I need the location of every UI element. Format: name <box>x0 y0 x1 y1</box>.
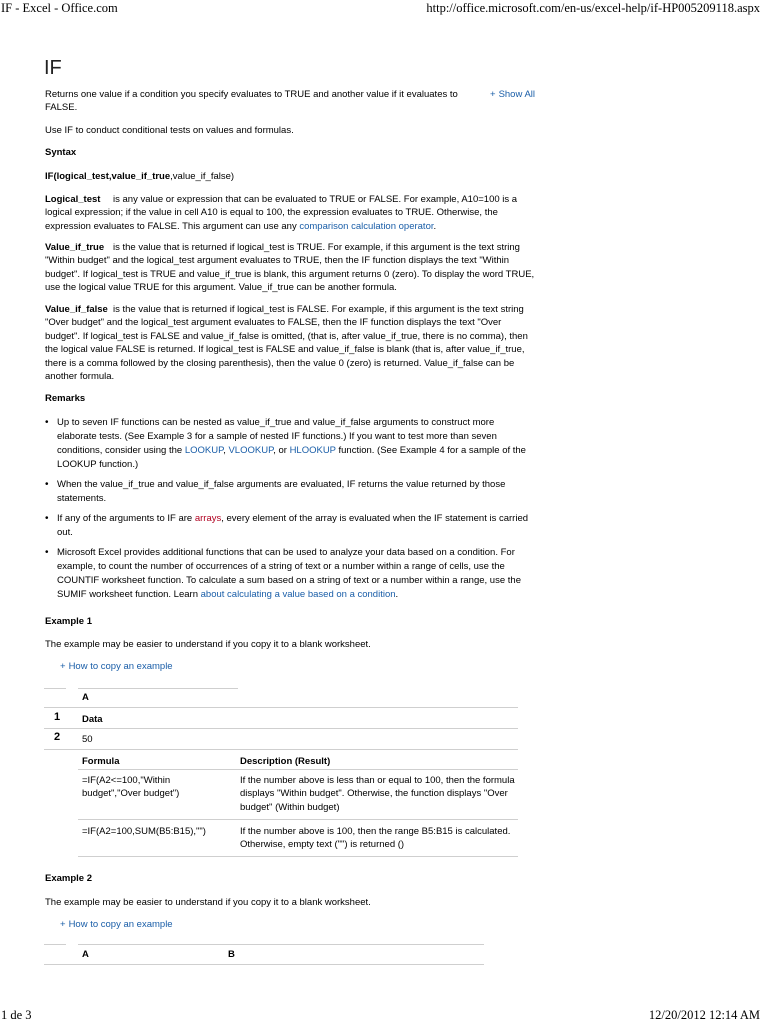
remark-part: . <box>395 589 399 600</box>
divider <box>44 749 518 750</box>
remark-text <box>57 546 535 602</box>
arg-text: is the value that is returned if logical_test is TRUE. For example, if this argument is the text string "Within budget" and the logical_test argument evaluates to TRUE, then the IF function displays the text "Within budget". If logical_test is TRUE and value_if_true is blank, this argument returns 0 (zero). To display the word TRUE, use the logical value TRUE for this argument. Value_if_true can be another formula. <box>45 242 535 294</box>
remark-part: If any of the arguments to IF are <box>57 513 195 524</box>
arg-text: is any value or expression that can be evaluated to TRUE or FALSE. For example, A10=100 is a logical expression; if the value in cell A10 is equal to 100, the expression evaluates to TRUE. Otherwise, the expression evaluates to FALSE. This argument can use any <box>45 194 518 232</box>
syntax-rest: ,value_if_false) <box>170 171 235 182</box>
remark-text <box>57 416 535 472</box>
divider <box>44 944 66 945</box>
use-if-text: Use IF to conduct conditional tests on values and formulas. <box>45 125 294 136</box>
print-header-title: IF - Excel - Office.com <box>1 1 118 15</box>
page-title: IF <box>44 57 62 80</box>
show-all-link[interactable] <box>490 89 535 100</box>
show-all-label: Show All <box>498 89 535 100</box>
lookup-link[interactable]: LOOKUP <box>184 445 224 456</box>
plus-icon: + <box>490 89 496 100</box>
syntax-arg-value-if-true: value_if_true <box>111 171 171 182</box>
copy-link-label: How to copy an example <box>68 661 173 672</box>
divider <box>78 688 238 689</box>
list-item <box>45 478 535 506</box>
divider <box>78 856 518 857</box>
divider <box>78 769 518 770</box>
remark-text: When the value_if_true and value_if_false arguments are evaluated, IF returns the value returned by those statements. <box>57 479 506 504</box>
description-header: Description (Result) <box>240 756 331 767</box>
syntax-heading: Syntax <box>45 147 77 158</box>
formula-header: Formula <box>82 756 120 767</box>
formula-cell: =IF(A2=100,SUM(B5:B15),"") <box>82 826 206 837</box>
example1-note: The example may be easier to understand if you copy it to a blank worksheet. <box>45 639 371 650</box>
vlookup-link[interactable]: VLOOKUP <box>228 445 274 456</box>
calculating-value-link[interactable]: about calculating a value based on a condition <box>200 589 396 600</box>
example1-heading: Example 1 <box>45 616 92 627</box>
list-item <box>45 546 535 602</box>
divider <box>44 707 518 708</box>
remark-part: , every element of the array is evaluated when the IF statement is carried out. <box>57 513 529 538</box>
divider <box>44 688 66 689</box>
comparison-operator-link[interactable]: comparison calculation operator <box>299 220 434 232</box>
remark-part: Microsoft Excel provides additional functions that can be used to analyze your data based on a condition. For example, to count the number of occurrences of a string of text or a number within a range of cells, use the COUNTIF worksheet function. To calculate a sum based on a string of text or a number within a range, use the SUMIF worksheet function. Learn <box>57 547 521 600</box>
print-header <box>0 0 768 16</box>
divider <box>78 819 518 820</box>
intro-text: Returns one value if a condition you specify evaluates to TRUE and another value if it evaluates to FALSE. <box>45 89 458 114</box>
table-cell: Data <box>82 714 103 725</box>
list-item <box>45 416 535 472</box>
remark-text <box>57 512 535 540</box>
arg-text: is the value that is returned if logical_test is FALSE. For example, if this argument is the text string "Over budget" and the logical_test argument evaluates to FALSE, then the IF function displays the text "Over budget". If logical_test is FALSE and value_if_false is omitted, (that is, after value_if_true, there is no comma), then the logical value FALSE is returned. If logical_test is FALSE and value_if_false is blank (that is, after value_if_true, there is a comma followed by the closing parenthesis), then the value 0 (zero) is returned. Value_if_false can be another formula. <box>45 304 528 383</box>
arg-term: Value_if_false <box>45 304 108 315</box>
print-header-url: http://office.microsoft.com/en-us/excel-help/if-HP005209118.aspx <box>426 1 760 15</box>
bullet-icon: • <box>45 479 49 490</box>
bullet-icon: • <box>45 417 49 428</box>
example2-note: The example may be easier to understand if you copy it to a blank worksheet. <box>45 897 371 908</box>
row-number: 2 <box>54 731 61 743</box>
hlookup-link[interactable]: HLOOKUP <box>289 445 336 456</box>
table-cell: 50 <box>82 734 93 745</box>
column-header-a: A <box>82 692 89 703</box>
syntax-arg-logical-test: logical_test <box>56 171 109 182</box>
bullet-icon: • <box>45 513 49 524</box>
divider <box>44 728 518 729</box>
syntax-fn: IF( <box>45 171 57 182</box>
remark-part: function. (See Example 4 for a sample of the LOOKUP function.) <box>57 445 526 470</box>
arg-logical-test <box>45 193 535 233</box>
divider <box>44 964 484 965</box>
arg-value-if-true <box>45 241 535 295</box>
print-timestamp: 12/20/2012 12:14 AM <box>648 1008 760 1022</box>
remark-part: Up to seven IF functions can be nested as value_if_true and value_if_false arguments to construct more elaborate tests. (See Example 3 for a sample of nested IF functions.) If you want to test more than seven conditions, consider using the <box>57 417 497 456</box>
arg-term: Logical_test <box>45 194 101 205</box>
description-cell: If the number above is less than or equal to 100, then the formula displays "Within budget". Otherwise, the function displays "Over budget" (Within budget) <box>240 775 515 813</box>
syntax-line <box>45 170 535 183</box>
example2-copy-link[interactable] <box>60 919 173 930</box>
description-cell: If the number above is 100, then the range B5:B15 is calculated. Otherwise, empty text ("") is returned () <box>240 826 511 851</box>
row-number: 1 <box>54 711 61 723</box>
list-item <box>45 512 535 540</box>
remark-part: , <box>223 445 229 456</box>
example1-copy-link[interactable] <box>60 661 173 672</box>
plus-icon: + <box>60 661 66 672</box>
remark-part: , or <box>273 445 290 456</box>
plus-icon: + <box>60 919 66 930</box>
arg-after: . <box>433 220 437 232</box>
print-footer <box>0 1006 768 1024</box>
arg-value-if-false <box>45 303 535 383</box>
arg-term: Value_if_true <box>45 242 105 253</box>
syntax-sep: , <box>108 171 112 182</box>
bullet-icon: • <box>45 547 49 558</box>
page-number: 1 de 3 <box>1 1008 32 1022</box>
column-header-a: A <box>82 949 89 960</box>
divider <box>78 944 484 945</box>
arrays-link[interactable]: arrays <box>194 513 222 524</box>
formula-cell: =IF(A2<=100,"Within budget","Over budget") <box>82 775 180 800</box>
copy-link-label: How to copy an example <box>68 919 173 930</box>
column-header-b: B <box>228 949 235 960</box>
example2-heading: Example 2 <box>45 873 92 884</box>
remarks-heading: Remarks <box>45 393 86 404</box>
